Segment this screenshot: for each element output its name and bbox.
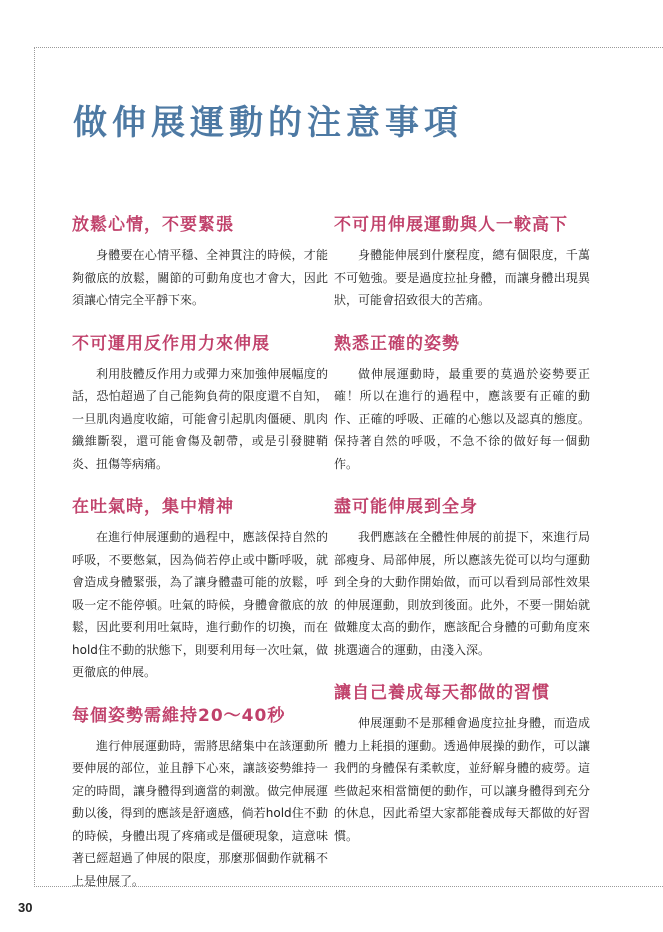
section-no-rebound — [72, 329, 328, 476]
section-heading: 不可用伸展運動與人一較高下 — [334, 215, 568, 235]
section-heading: 在吐氣時，集中精神 — [72, 497, 234, 517]
section-heading: 放鬆心情，不要緊張 — [72, 215, 234, 235]
section-body: 伸展運動不是那種會過度拉扯身體，而造成體力上耗損的運動。透過伸展操的動作，可以讓我們的身體保有柔軟度，並紓解身體的疲勞。這些做起來相當簡便的動作，可以讓身體得到充分的休息，因此希望大家都能養成每天都做的好習慣。 — [334, 716, 590, 843]
section-body: 利用肢體反作用力或彈力來加強伸展幅度的話，恐怕超過了自己能夠負荷的限度還不自知，一旦肌肉過度收縮，可能會引起肌肉僵硬、肌肉纖維斷裂，還可能會傷及韌帶，或是引發腱鞘炎、扭傷等病痛。 — [72, 366, 328, 471]
page-number: 30 — [18, 900, 33, 915]
right-column — [334, 210, 590, 847]
page-title: 做伸展運動的注意事項 — [73, 102, 463, 143]
section-heading: 盡可能伸展到全身 — [334, 497, 478, 517]
section-full-body — [334, 492, 590, 661]
section-hold-duration — [72, 701, 328, 893]
section-correct-posture — [334, 329, 590, 476]
section-body: 身體要在心情平穩、全神貫注的時候，才能夠徹底的放鬆，關節的可動角度也才會大，因此須讓心情完全平靜下來。 — [72, 248, 328, 307]
section-body: 在進行伸展運動的過程中，應該保持自然的呼吸，不要憋氣，因為倘若停止或中斷呼吸，就會造成身體緊張，為了讓身體盡可能的放鬆，呼吸一定不能停頓。吐氣的時候，身體會徹底的放鬆，因此要利用吐氣時，進行動作的切換，而在hold住不動的狀態下，則要利用每一次吐氣，做更徹底的伸展。 — [72, 530, 328, 679]
section-daily-habit — [334, 678, 590, 847]
section-heading: 熟悉正確的姿勢 — [334, 333, 460, 354]
section-no-competition — [334, 210, 590, 312]
section-heading: 不可運用反作用力來伸展 — [72, 333, 270, 354]
left-column — [72, 210, 328, 892]
section-body: 身體能伸展到什麼程度，總有個限度，千萬不可勉強。要是過度拉扯身體，而讓身體出現異狀，可能會招致很大的苦痛。 — [334, 248, 590, 307]
section-heading: 讓自己養成每天都做的習慣 — [334, 683, 550, 703]
section-body: 我們應該在全體性伸展的前提下，來進行局部瘦身、局部伸展，所以應該先從可以均勻運動到全身的大動作開始做，而可以看到局部性效果的伸展運動，則放到後面。此外，不要一開始就做難度太高的動作，應該配合身體的可動角度來挑選適合的運動，由淺入深。 — [334, 530, 590, 657]
section-relax — [72, 210, 328, 312]
section-body: 做伸展運動時，最重要的莫過於姿勢要正確！所以在進行的過程中，應該要有正確的動作、正確的呼吸、正確的心態以及認真的態度。保持著自然的呼吸，不急不徐的做好每一個動作。 — [334, 366, 590, 471]
section-heading: 每個姿勢需維持20～40秒 — [72, 705, 286, 726]
section-body: 進行伸展運動時，需將思緒集中在該運動所要伸展的部位，並且靜下心來，讓該姿勢維持一定的時間，讓身體得到適當的刺激。做完伸展運動以後，得到的應該是舒適感，倘若hold住不動的時候，身體出現了疼痛或是僵硬現象，這意味著已經超過了伸展的限度，那麼那個動作就稱不上是伸展了。 — [72, 738, 328, 888]
section-exhale-focus — [72, 492, 328, 684]
